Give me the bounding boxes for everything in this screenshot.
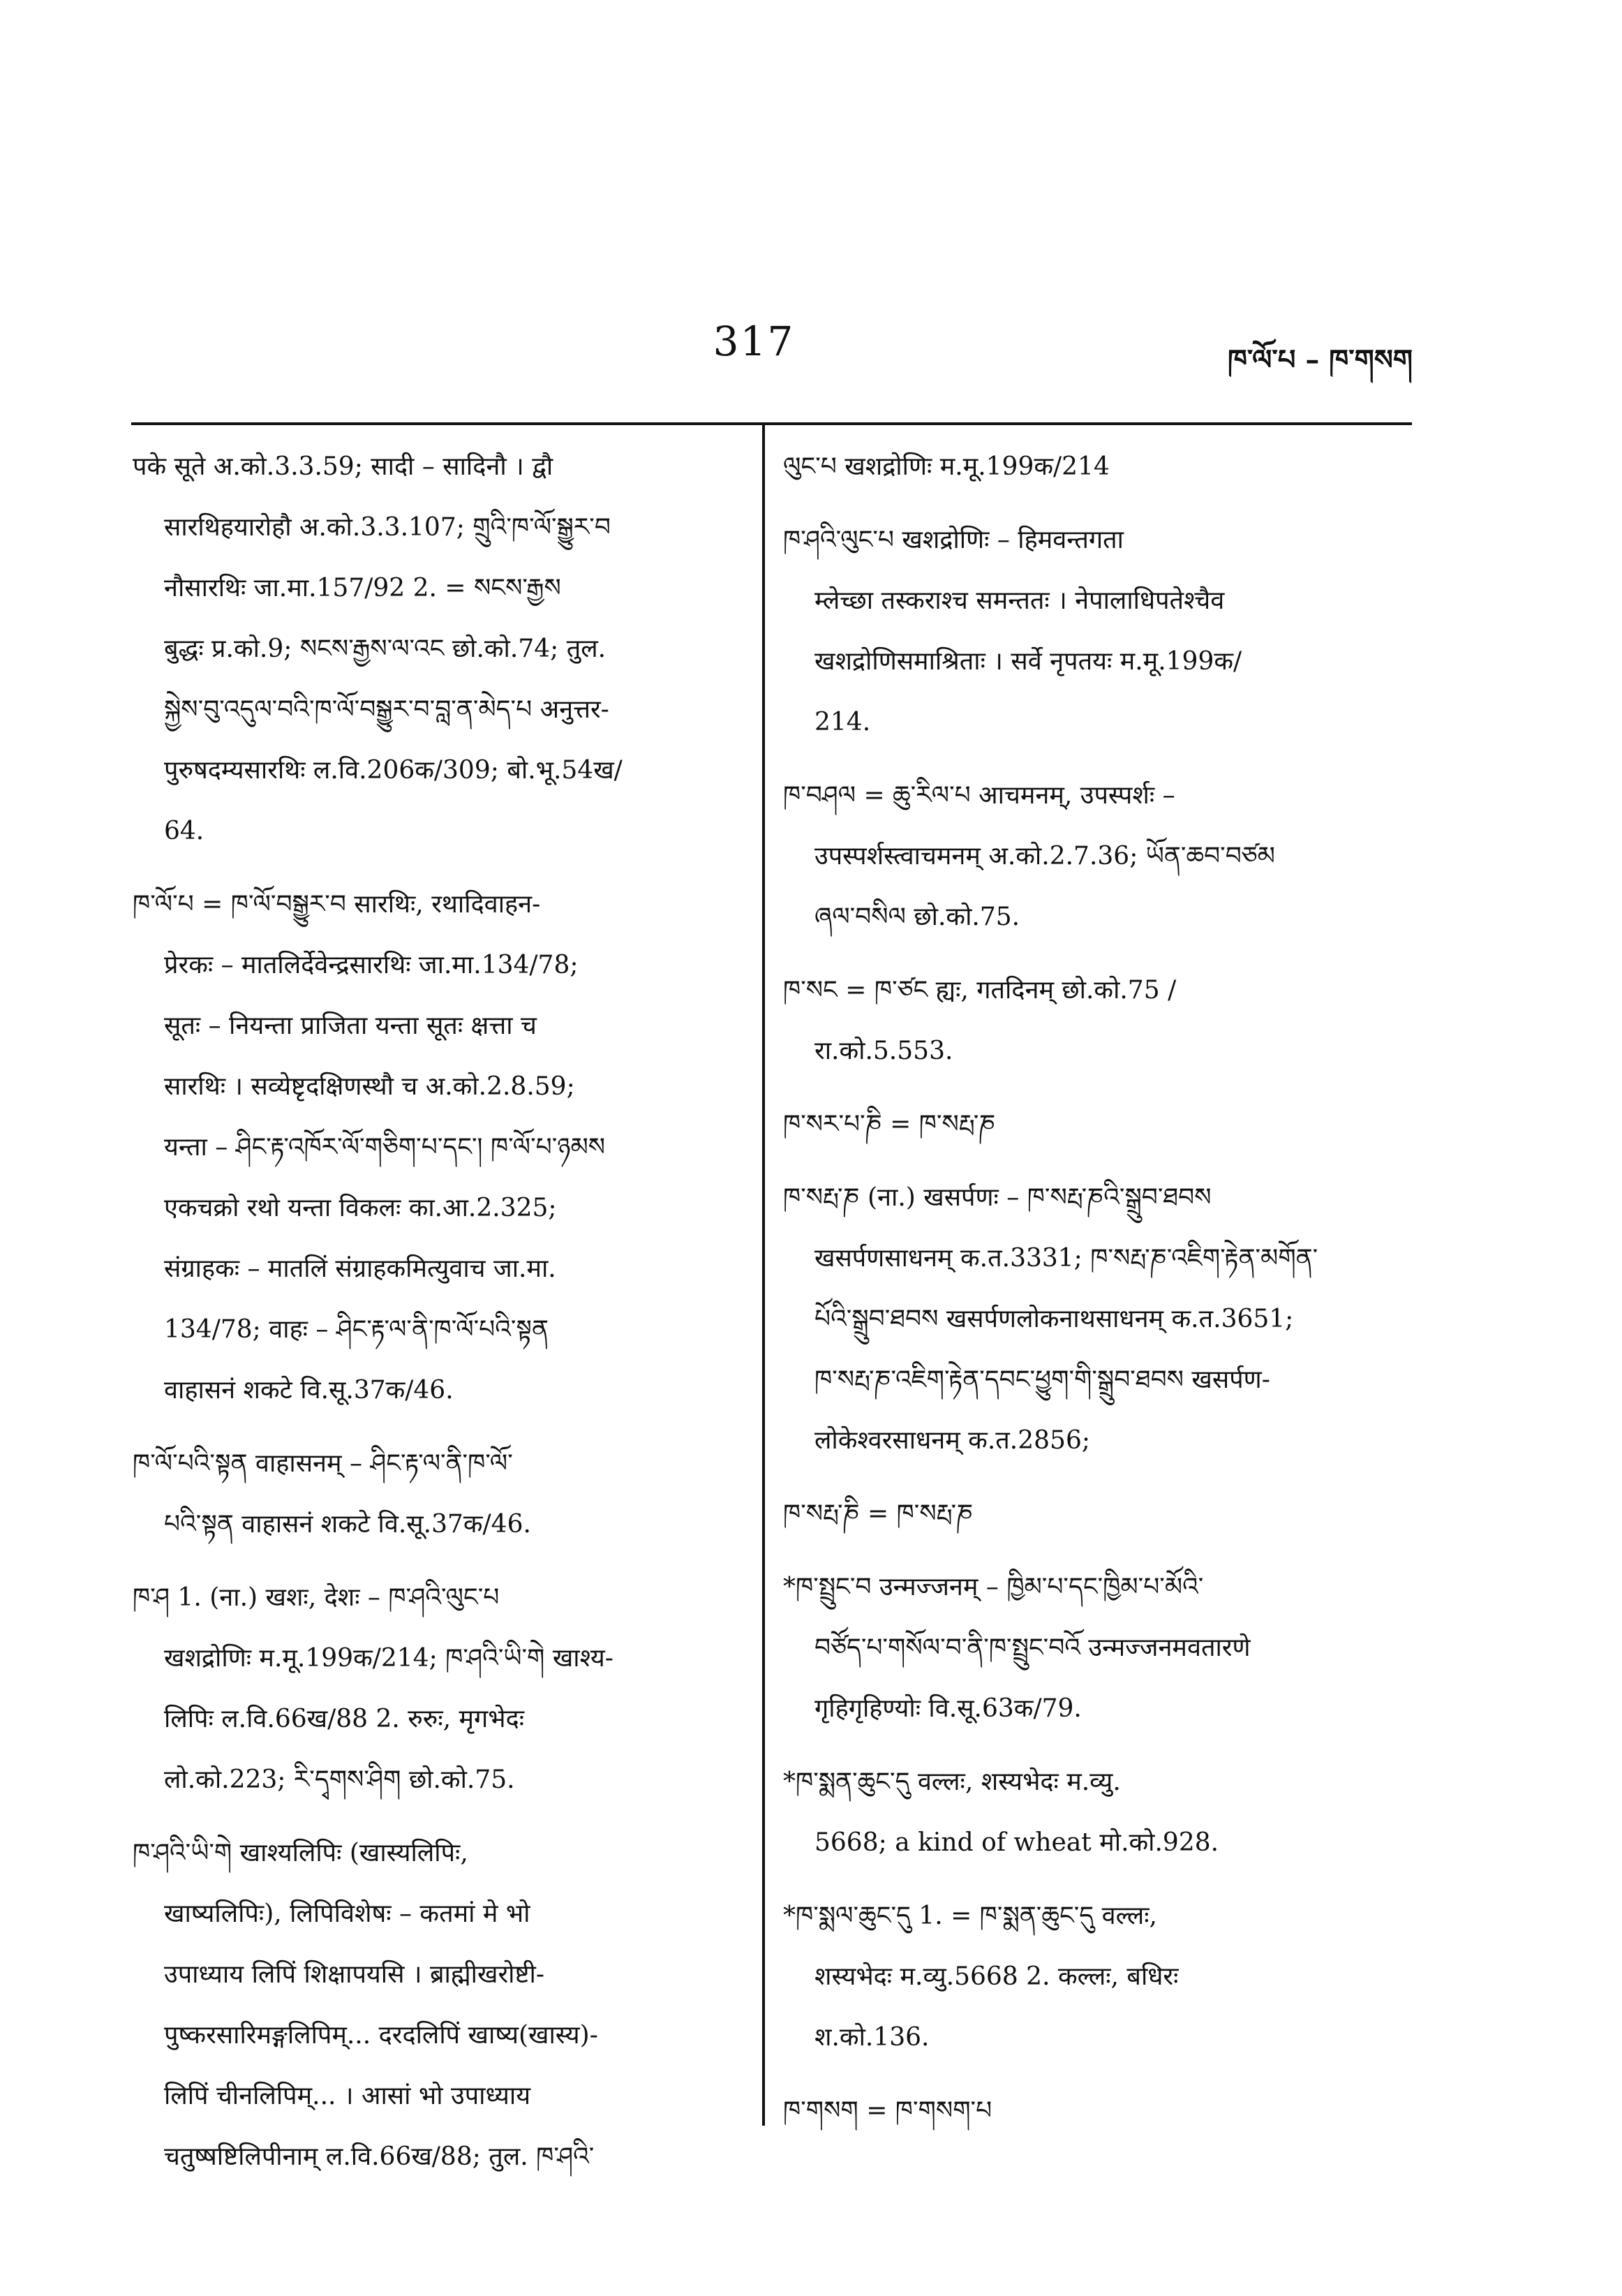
dictionary-entry — [783, 1167, 1411, 1471]
entry-line: ཁ་བཤལ = ཆུ་རིལ་པ आचमनम्, उपस्पर्शः – — [783, 781, 1175, 810]
entry-line: संग्राहकः – मातलिं संग्राहकमित्युवाच जा.मा. — [164, 1254, 556, 1283]
dictionary-entry — [783, 960, 1411, 1081]
dictionary-entry — [783, 1094, 1411, 1155]
entry-line: नौसारथिः जा.मा.157/92 2. = སངས་རྒྱས — [164, 574, 561, 602]
entry-line: सूतः – नियन्ता प्राजिता यन्ता सूतः क्षत्ता च — [164, 1012, 537, 1040]
entry-line: ཁ་སརྤ་ཎ་འཇིག་རྟེན་དབང་ཕྱུག་གི་སྒྲུབ་ཐབས खसर्पण- — [814, 1365, 1270, 1394]
page-number: 317 — [713, 318, 795, 365]
entry-line: पुष्करसारिमङ्गलिपिम्... दरदलिपिं खाष्य(खास्य)- — [164, 2021, 598, 2050]
entry-line: वाहासनं शकटे वि.सू.37क/46. — [164, 1376, 454, 1405]
dictionary-entry — [133, 1567, 747, 1810]
dictionary-entry — [783, 1886, 1411, 2068]
entry-line: एकचक्रो रथो यन्ता विकलः का.आ.2.325; — [164, 1194, 557, 1222]
entry-line: श.को.136. — [814, 2023, 930, 2052]
entry-line: खसर्पणसाधनम् क.त.3331; ཁ་སརྤ་ཎ་འཇིག་རྟེན་མགོན་ — [814, 1244, 1318, 1273]
entry-line: खशद्रोणिः म.मू.199क/214; ཁ་ཤའི་ཡི་གེ खाश्य- — [164, 1644, 613, 1673]
entry-line: सारथिः । सव्येष्टृदक्षिणस्थौ च अ.को.2.8.59; — [164, 1072, 575, 1101]
dictionary-entry — [783, 2080, 1411, 2141]
entry-line: *ཁ་སྨན་ཆུང་དུ वल्लः, शस्यभेदः म.व्यु. — [783, 1768, 1121, 1796]
entry-line: खाष्यलिपिः), लिपिविशेषः – कतमां मे भो — [164, 1899, 530, 1928]
entry-line: रा.को.5.553. — [814, 1037, 953, 1065]
right-column — [783, 436, 1411, 2154]
dictionary-entry — [133, 436, 747, 861]
entry-line: *ཁ་སྨལ་ཆུང་དུ 1. = ཁ་སྨན་ཆུང་དུ वल्लः, — [783, 1902, 1157, 1930]
entry-line: ཁ་ལོ་པའི་སྟན वाहासनम् – ཤིང་རྟ་ལ་ནི་ཁ་ལོ་ — [133, 1449, 513, 1478]
entry-line: पके सूते अ.को.3.3.59; सादी – सादिनौ । द्वौ — [133, 452, 553, 481]
entry-line: म्लेच्छा तस्कराश्च समन्ततः । नेपालाधिपतेश्चैव — [814, 586, 1225, 615]
entry-line: लिपिः ल.वि.66ख/88 2. रुरुः, मृगभेदः — [164, 1705, 524, 1733]
entry-line: उपाध्याय लिपिं शिक्षापयसि । ब्राह्मीखरोष्टी- — [164, 1960, 545, 1989]
entry-line: ཁ་ལོ་པ = ཁ་ལོ་བསྒྱུར་བ सारथिः, रथादिवाहन- — [133, 890, 541, 919]
entry-line: སྐྱེས་བུ་འདུལ་བའི་ཁ་ལོ་བསྒྱུར་བ་བླ་ན་མེད་པ अनुत्तर- — [164, 695, 609, 724]
entry-line: 134/78; वाहः – ཤིང་རྟ་ལ་ནི་ཁ་ལོ་པའི་སྟན — [164, 1315, 549, 1344]
column-divider — [762, 422, 765, 2126]
entry-line: ཁ་ཤའི་ཡི་གེ खाश्यलिपिः (खास्यलिपिः, — [133, 1839, 468, 1867]
entry-line: गृहिगृहिण्योः वि.सू.63क/79. — [814, 1694, 1082, 1723]
entry-line: लोकेश्वरसाधनम् क.त.2856; — [814, 1426, 1090, 1455]
entry-line: པོའི་སྒྲུབ་ཐབས खसर्पणलोकनाथसाधनम् क.त.3651; — [814, 1305, 1294, 1333]
entry-line: ལུང་པ खशद्रोणिः म.मू.199क/214 — [783, 452, 1110, 481]
entry-line: ཁ་སརྤ་ཎ (ना.) खसर्पणः – ཁ་སརྤ་ཎའི་སྒྲུབ་ཐབས — [783, 1183, 1212, 1212]
entry-line: प्रेरकः – मातलिर्देवेन्द्रसारथिः जा.मा.134/78; — [164, 951, 579, 979]
entry-line: 214. — [814, 708, 871, 736]
entry-line: 64. — [164, 817, 204, 845]
dictionary-entry — [133, 874, 747, 1421]
entry-line: लिपिं चीनलिपिम्... । आसां भो उपाध्याय — [164, 2082, 531, 2110]
entry-line: ཁ་གསག = ཁ་གསག་པ — [783, 2096, 992, 2125]
dictionary-entry — [783, 436, 1411, 497]
entry-line: ཁ་སརྤ་ཎི = ཁ་སརྤ་ཎ — [783, 1499, 974, 1528]
entry-line: བཙོད་པ་གསོལ་བ་ནི་ཁ་སྤྲུང་བའོ उन्मज्जनमवतारणे — [814, 1634, 1251, 1662]
entry-line: 5668; a kind of wheat मो.को.928. — [814, 1828, 1219, 1857]
running-head: ཁ་ལོ་པ – ཁ་གསག — [1227, 343, 1413, 376]
entry-line: खशद्रोणिसमाश्रिताः । सर्वे नृपतयः म.मू.199क/ — [814, 647, 1242, 676]
header-rule — [131, 422, 1412, 425]
entry-line: यन्ता – ཤིང་རྟ་འཁོར་ལོ་གཅིག་པ་དང་། ཁ་ལོ་པ་ཉམས — [164, 1133, 606, 1162]
entry-line: *ཁ་སྤྲུང་བ उन्मज्जनम् – ཁྱིམ་པ་དང་ཁྱིམ་པ་མོའི་ — [783, 1573, 1204, 1601]
entry-line: ཞལ་བསིལ छो.को.75. — [814, 903, 1020, 931]
entry-line: लो.को.223; རི་དྭགས་ཤིག छो.को.75. — [164, 1765, 515, 1794]
entry-line: सारथिहयारोहौ अ.को.3.3.107; གྲུའི་ཁ་ལོ་སྒྱུར་བ — [164, 513, 611, 542]
entry-line: ཁ་ཤའི་ལུང་པ खशद्रोणिः – हिमवन्तगता — [783, 526, 1124, 554]
entry-line: པའི་སྟན वाहासनं शकटे वि.सू.37क/46. — [164, 1510, 531, 1539]
entry-line: ཁ་སང = ཁ་ཙང ह्यः, गतदिनम् छो.को.75 / — [783, 976, 1177, 1005]
dictionary-entry — [783, 1751, 1411, 1873]
dictionary-entry — [783, 765, 1411, 947]
dictionary-entry — [133, 1433, 747, 1555]
entry-line: ཁ་སར་པ་ཎི = ཁ་སརྤ་ཎ — [783, 1110, 996, 1139]
entry-line: पुरुषदम्यसारथिः ल.वि.206क/309; बो.भू.54ख/ — [164, 756, 623, 785]
entry-line: बुद्धः प्र.को.9; སངས་རྒྱས་ལ་འང छो.को.74; तुल. — [164, 635, 607, 663]
entry-line: उपस्पर्शस्त्वाचमनम् अ.को.2.7.36; ཡོན་ཆབ་བཙམ — [814, 842, 1275, 871]
entry-line: ཁ་ཤ 1. (ना.) खशः, देशः – ཁ་ཤའི་ལུང་པ — [133, 1583, 500, 1612]
entry-line: चतुष्षष्टिलिपीनाम् ल.वि.66ख/88; तुल. ཁ་ཤའི་ — [164, 2142, 595, 2171]
dictionary-entry — [783, 510, 1411, 753]
entry-line: शस्यभेदः म.व्यु.5668 2. कल्लः, बधिरः — [814, 1962, 1179, 1991]
dictionary-entry — [783, 1557, 1411, 1739]
left-column — [133, 436, 747, 2200]
dictionary-entry — [133, 1823, 747, 2187]
dictionary-entry — [783, 1483, 1411, 1544]
